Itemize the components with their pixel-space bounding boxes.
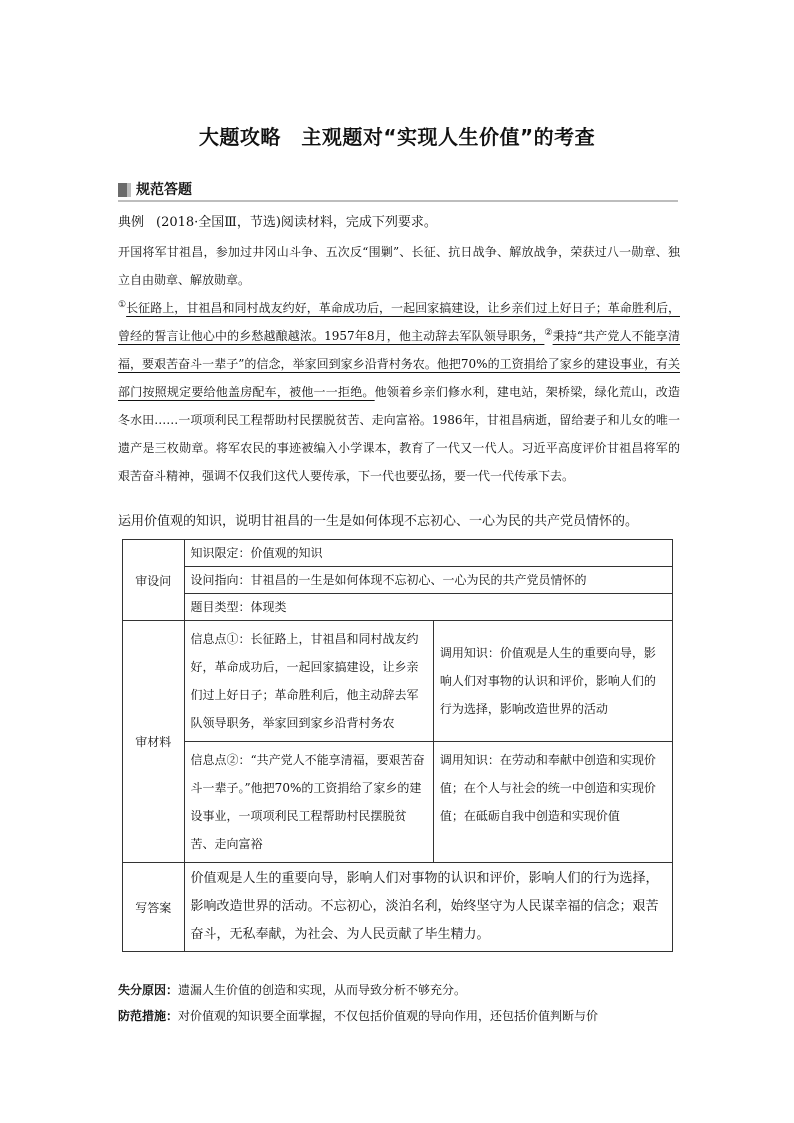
- prevention-text: 对价值观的知识要全面掌握，不仅包括价值观的导向作用，还包括价值判断与价: [178, 1009, 599, 1023]
- page-title: 大题攻略 主观题对“实现人生价值”的考查: [198, 125, 596, 149]
- info-marker-1: ①: [118, 300, 127, 310]
- answer-text: 价值观是人生的重要向导，影响人们对事物的认识和评价，影响人们的行为选择，影响改造世界的活动。不忘初心，淡泊名利，始终坚守为人民谋幸福的信念；艰苦奋斗，无私奉献，为社会、为人民贡献了毕生精力。: [190, 871, 659, 942]
- row-head-answer: 写答案: [123, 863, 185, 952]
- example-tag: 典例: [118, 215, 145, 230]
- prevention-label: 防范措施：: [118, 1009, 179, 1023]
- question-type: 题目类型：体现类: [190, 600, 287, 614]
- info-point-1-cell: [184, 621, 433, 742]
- table-row: [123, 621, 673, 742]
- loss-reason-label: 失分原因：: [118, 983, 179, 997]
- reading-material: [118, 238, 680, 490]
- info-point-2-cell: [184, 742, 433, 863]
- knowledge-2: 调用知识：在劳动和奉献中创造和实现价值；在个人与社会的统一中创造和实现价值；在砥砺自我中创造和实现价值: [439, 753, 656, 823]
- row-head-material: 审材料: [123, 621, 185, 863]
- question-text: 运用价值观的知识，说明甘祖昌的一生是如何体现不忘初心、一心为民的共产党员情怀的。: [118, 514, 639, 529]
- section-header: [118, 180, 678, 200]
- material-paragraph-1: [118, 238, 680, 294]
- loss-reason: [118, 980, 683, 1000]
- material-text-5: 1986年，甘祖昌病逝，留给妻子和儿女的唯一遗产是三枚勋章。将军农民的事迹被编入小学课本，教育了一代又一代人。习近平高度评价甘祖昌将军的艰苦奋斗精神，强调不仅我们这代人要传承，下一代也要弘扬，要一代一代传承下去。: [118, 413, 680, 483]
- material-text-3: 秉持“共产党人不能享清福，要艰苦奋斗一辈子”的信念，举家回到家乡沿背村务农。他把70%的工资捐给了家乡的建设事业，有关部门按照规定要给他盖房配车，被他一一拒绝。: [118, 329, 680, 399]
- answer-cell: [184, 863, 672, 952]
- knowledge-1: 调用知识：价值观是人生的重要向导，影响人们对事物的认识和评价，影响人们的行为选择，影响改造世界的活动: [439, 646, 656, 716]
- table-row: [123, 742, 673, 863]
- question-analysis-cell: [184, 540, 672, 621]
- knowledge-scope: 知识限定：价值观的知识: [185, 540, 672, 567]
- table-row: [123, 863, 673, 952]
- question-direction: 设问指向：甘祖昌的一生是如何体现不忘初心、一心为民的共产党员情怀的: [185, 567, 672, 594]
- row-head-question: 审设问: [123, 540, 185, 621]
- example-intro: [118, 213, 678, 233]
- knowledge-2-cell: [433, 742, 672, 863]
- info-point-2: 信息点②：“共产党人不能享清福，要艰苦奋斗一辈子。”他把70%的工资捐给了家乡的建设事业，一项项利民工程帮助村民摆脱贫苦、走向富裕: [190, 753, 425, 851]
- material-paragraph-2: [118, 294, 680, 490]
- info-marker-2: ②: [544, 328, 553, 338]
- section-label: 规范答题: [136, 182, 192, 198]
- loss-reason-text: 遗漏人生价值的创造和实现，从而导致分析不够充分。: [178, 983, 467, 997]
- prevention-measures: [118, 1006, 683, 1026]
- material-text-1: 开国将军甘祖昌，参加过井冈山斗争、五次反“围剿”、长征、抗日战争、解放战争，荣获过八一勋章、独立自由勋章、解放勋章。: [118, 245, 680, 287]
- analysis-table: [122, 539, 673, 952]
- info-point-1: 信息点①：长征路上，甘祖昌和同村战友约好，革命成功后，一起回家搞建设，让乡亲们过上好日子；革命胜利后，他主动辞去军队领导职务，举家回到家乡沿背村务农: [190, 632, 419, 730]
- material-text-4: 他领着乡亲们修水利，建电站，架桥梁，绿化荒山，改造冬水田……一项项利民工程帮助村民摆脱贫苦、走向富裕。: [118, 385, 680, 427]
- knowledge-1-cell: [433, 621, 672, 742]
- table-row: [123, 540, 673, 621]
- section-divider: [118, 200, 678, 202]
- section-marker-accent-icon: [127, 183, 131, 197]
- example-instruction: (2018·全国Ⅲ，节选)阅读材料，完成下列要求。: [156, 215, 437, 230]
- material-text-2: 长征路上，甘祖昌和同村战友约好，革命成功后，一起回家搞建设，让乡亲们过上好日子；革命胜利后，曾经的誓言让他心中的乡愁越酿越浓。1957年8月，他主动辞去军队领导职务，: [118, 301, 680, 343]
